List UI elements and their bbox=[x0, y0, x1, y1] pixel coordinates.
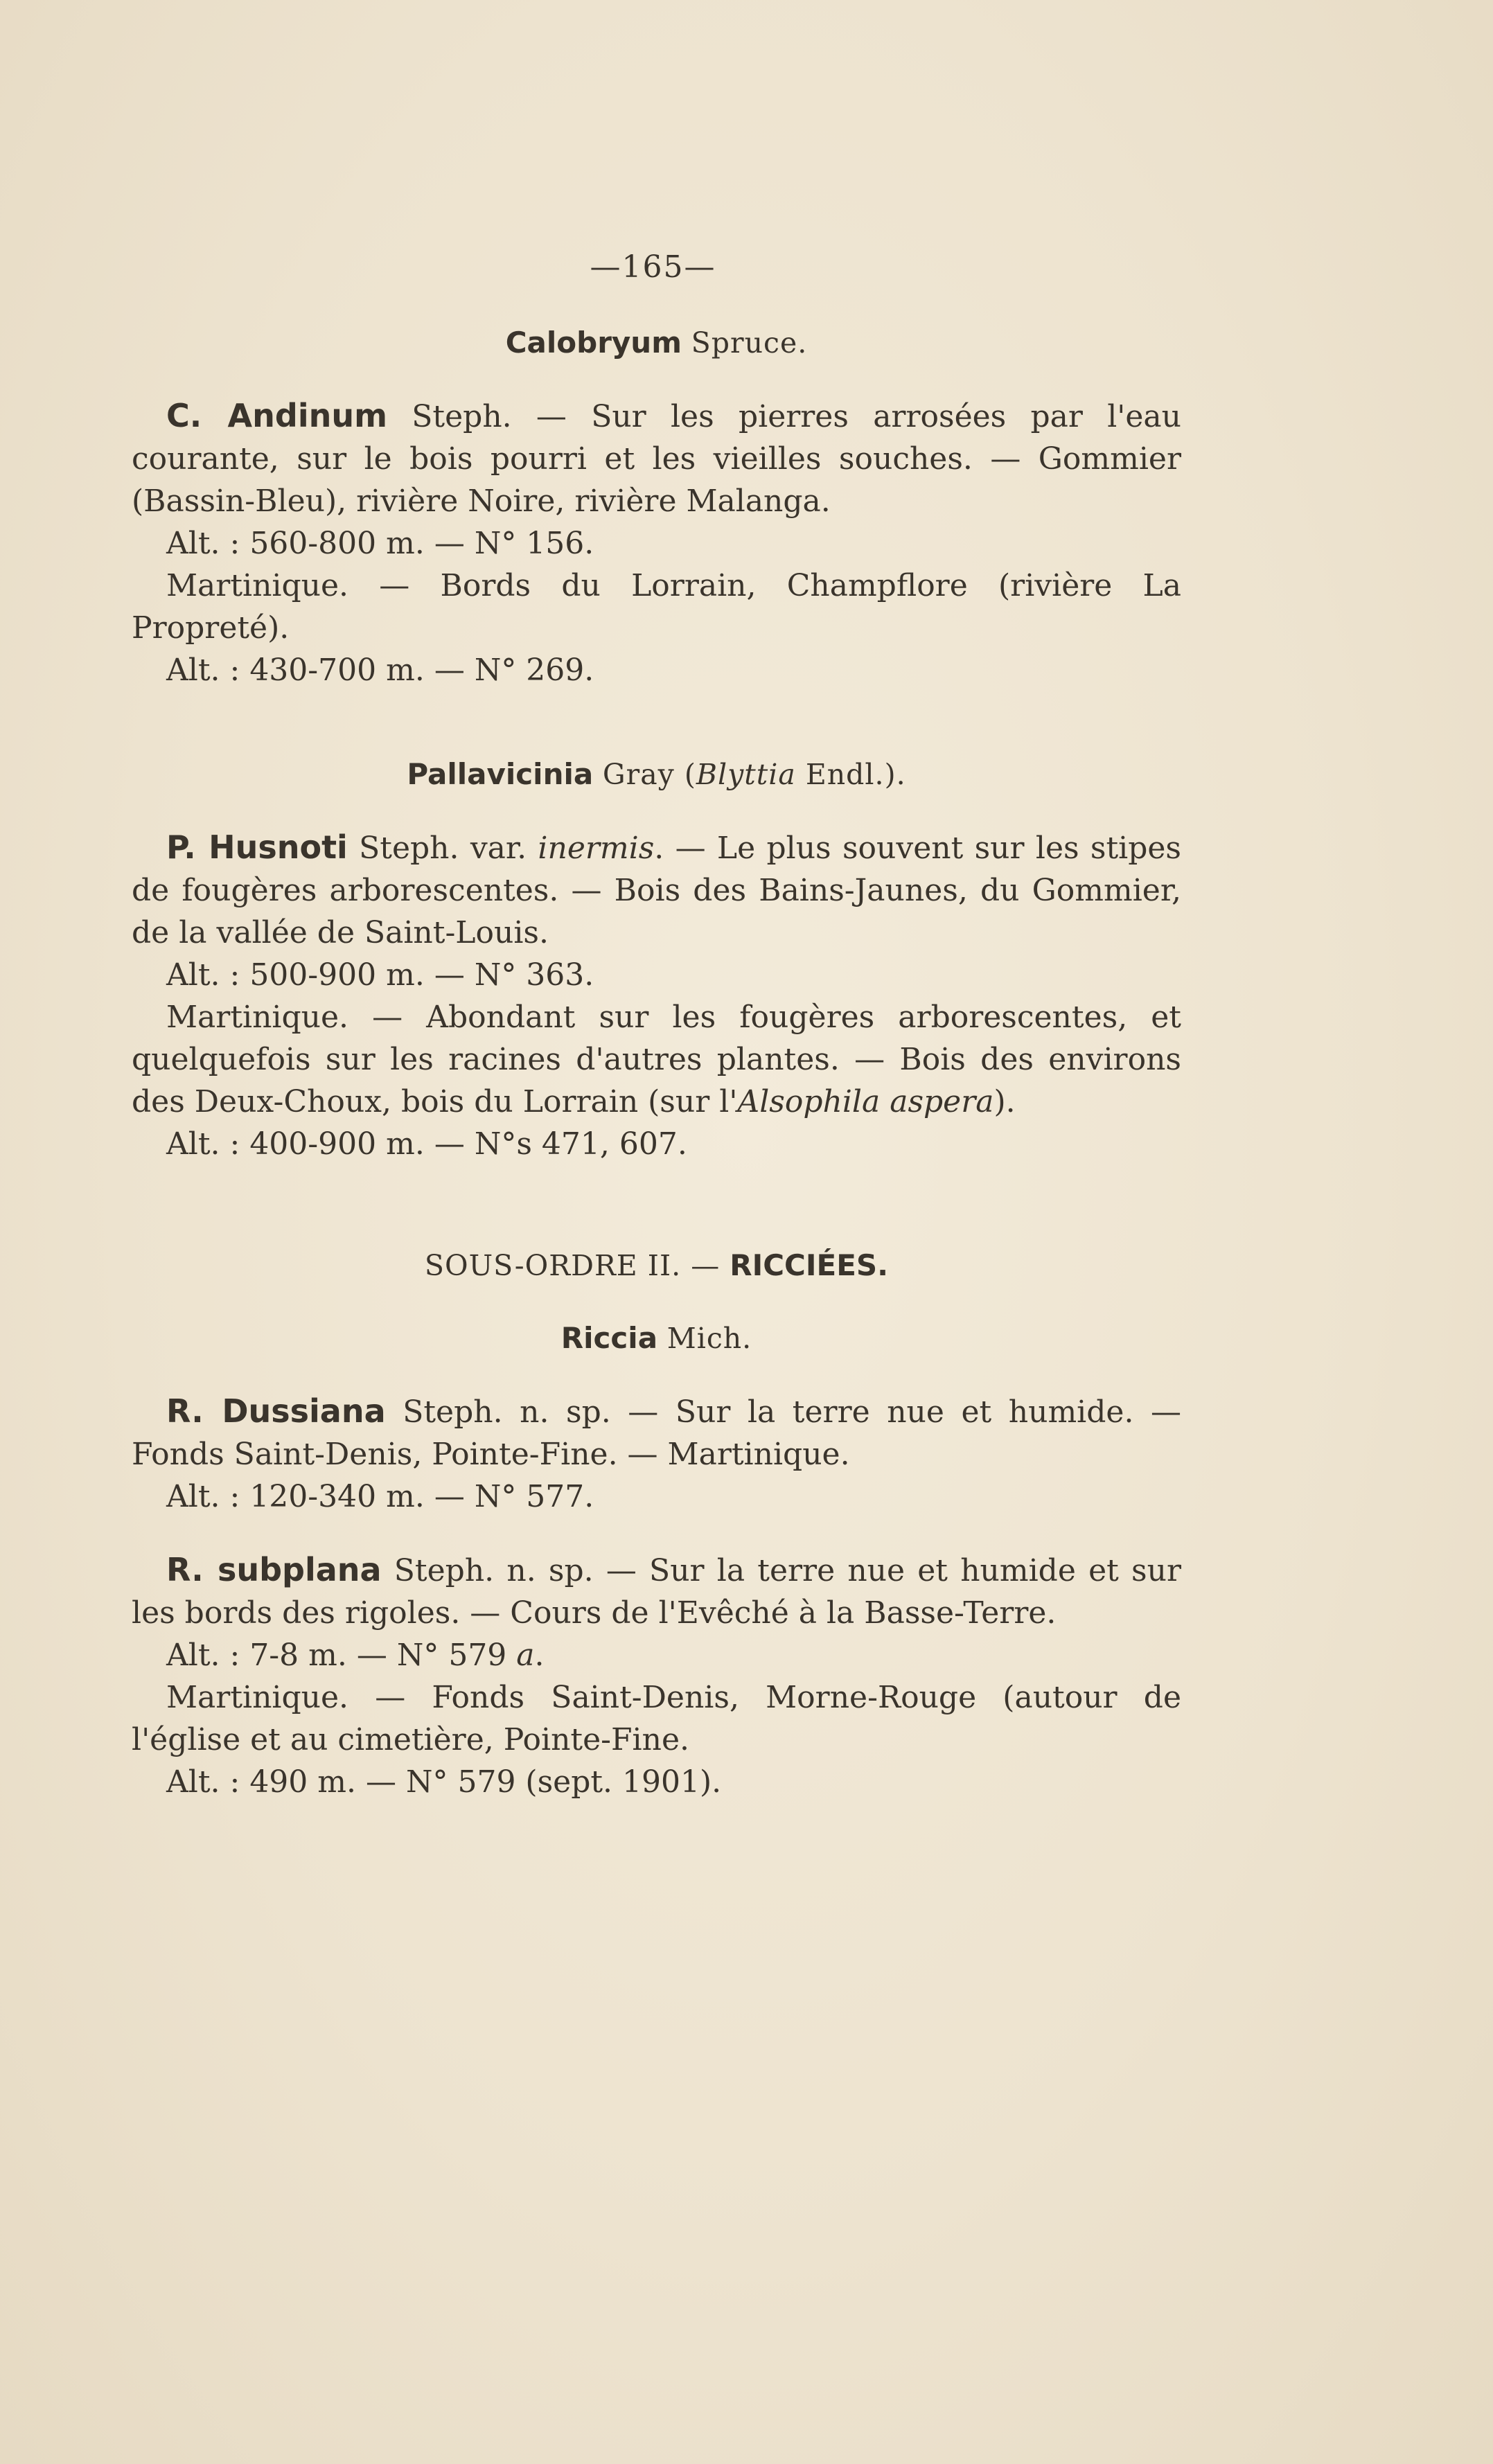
species-entry-p-husnoti bbox=[132, 826, 1181, 954]
page-number: —165— bbox=[590, 249, 716, 285]
document-page bbox=[132, 249, 1181, 1803]
locality-martinique bbox=[132, 996, 1181, 1123]
altitude-line: Alt. : 400-900 m. — N°s 471, 607. bbox=[166, 1126, 687, 1162]
suborder-heading bbox=[132, 1245, 1181, 1286]
species-authority: Steph. var. bbox=[347, 831, 538, 866]
suborder-prefix: SOUS-ORDRE II. — bbox=[424, 1249, 730, 1282]
species-description: . — Le plus souvent sur les stipes de fougères arborescentes. — Bois des Bains-Jaunes, du Gommier, de la vallée de Saint-Louis. bbox=[132, 831, 1181, 950]
genus-authority: Gray ( bbox=[602, 758, 696, 791]
synonym-authority: Endl.). bbox=[795, 758, 906, 791]
species-entry-r-subplana bbox=[132, 1549, 1181, 1634]
species-name: C. Andinum bbox=[166, 397, 388, 434]
species-name: R. Dussiana bbox=[166, 1392, 386, 1430]
altitude-line bbox=[132, 1634, 1181, 1676]
locality-text: Martinique. — Abondant sur les fougères arborescentes, et quelquefois sur les racines d'autres plantes. — Bois des environs des Deux-Choux, bois du Lorrain (sur l' bbox=[132, 1000, 1181, 1119]
altitude-end: . bbox=[534, 1638, 545, 1673]
locality-martinique: Martinique. — Bords du Lorrain, Champflore (rivière La Propreté). bbox=[132, 568, 1181, 646]
species-description: Steph. n. sp. — Sur la terre nue et humide et sur les bords des rigoles. — Cours de l'Evêché à la Basse-Terre. bbox=[132, 1553, 1181, 1631]
genus-name: Calobryum bbox=[505, 326, 682, 360]
genus-authority: Mich. bbox=[666, 1322, 752, 1355]
genus-name: Riccia bbox=[560, 1321, 658, 1355]
species-entry-c-andinum bbox=[132, 395, 1181, 522]
genus-heading-calobryum bbox=[132, 322, 1181, 364]
genus-synonym: Blyttia bbox=[696, 758, 796, 791]
variety-name: inermis bbox=[538, 831, 655, 866]
genus-heading-pallavicinia bbox=[132, 754, 1181, 795]
suborder-name: RICCIÉES. bbox=[730, 1248, 889, 1282]
locality-text-end: ). bbox=[993, 1084, 1016, 1119]
altitude-line: Alt. : 500-900 m. — N° 363. bbox=[166, 957, 594, 993]
locality-martinique: Martinique. — Fonds Saint-Denis, Morne-Rouge (autour de l'église et au cimetière, Pointe-Fine. bbox=[132, 1680, 1181, 1757]
genus-heading-riccia bbox=[132, 1318, 1181, 1359]
species-name: P. Husnoti bbox=[166, 828, 348, 866]
altitude-text: Alt. : 7-8 m. — N° 579 bbox=[166, 1638, 517, 1673]
host-species: Alsophila aspera bbox=[737, 1084, 994, 1119]
species-entry-r-dussiana bbox=[132, 1390, 1181, 1475]
species-name: R. subplana bbox=[166, 1551, 382, 1588]
genus-authority: Spruce. bbox=[691, 326, 808, 360]
genus-name: Pallavicinia bbox=[407, 757, 594, 791]
altitude-line: Alt. : 560-800 m. — N° 156. bbox=[166, 526, 594, 561]
altitude-line: Alt. : 490 m. — N° 579 (sept. 1901). bbox=[166, 1764, 722, 1800]
species-description: Steph. n. sp. — Sur la terre nue et humide. — Fonds Saint-Denis, Pointe-Fine. — Martinique. bbox=[132, 1394, 1181, 1472]
altitude-line: Alt. : 430-700 m. — N° 269. bbox=[166, 653, 594, 688]
specimen-suffix: a bbox=[516, 1638, 535, 1673]
altitude-line: Alt. : 120-340 m. — N° 577. bbox=[166, 1479, 594, 1514]
species-description: Steph. — Sur les pierres arrosées par l'eau courante, sur le bois pourri et les vieilles souches. — Gommier (Bassin-Bleu), rivière Noire, rivière Malanga. bbox=[132, 399, 1181, 519]
